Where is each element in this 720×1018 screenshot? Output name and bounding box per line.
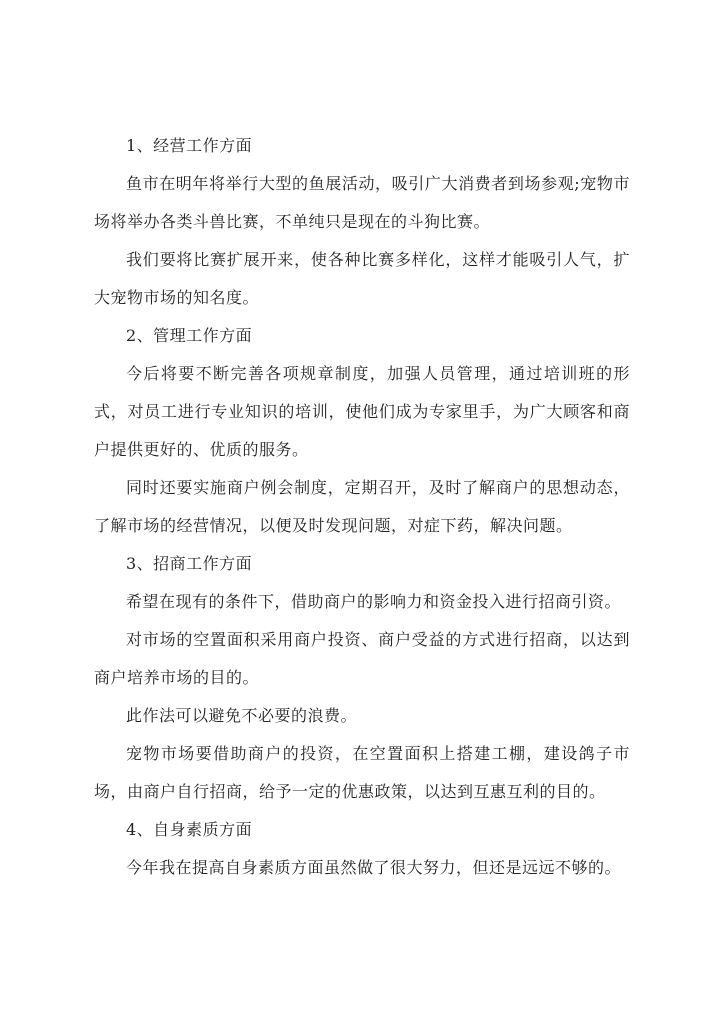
section-heading-management: 2、管理工作方面 xyxy=(126,326,253,345)
paragraph: 对市场的空置面积采用商户投资、商户受益的方式进行招商，以达到商户培养市场的目的。 xyxy=(94,630,630,687)
paragraph: 今后将要不断完善各项规章制度，加强人员管理，通过培训班的形式，对员工进行专业知识的培训，使他们成为专家里手，为广大顾客和商户提供更好的、优质的服务。 xyxy=(94,364,630,459)
paragraph: 鱼市在明年将举行大型的鱼展活动，吸引广大消费者到场参观;宠物市场将举办各类斗兽比赛，不单纯只是现在的斗狗比赛。 xyxy=(94,174,630,231)
document-body xyxy=(94,127,630,887)
paragraph: 希望在现有的条件下，借助商户的影响力和资金投入进行招商引资。 xyxy=(126,592,622,611)
paragraph: 同时还要实施商户例会制度，定期召开，及时了解商户的思想动态，了解市场的经营情况，以便及时发现问题，对症下药，解决问题。 xyxy=(94,478,630,535)
section-heading-operations: 1、经营工作方面 xyxy=(126,136,253,155)
paragraph: 今年我在提高自身素质方面虽然做了很大努力，但还是远远不够的。 xyxy=(126,858,622,877)
section-heading-self-quality: 4、自身素质方面 xyxy=(126,820,253,839)
section-heading-investment: 3、招商工作方面 xyxy=(126,554,253,573)
paragraph: 我们要将比赛扩展开来，使各种比赛多样化，这样才能吸引人气，扩大宠物市场的知名度。 xyxy=(94,250,630,307)
paragraph: 宠物市场要借助商户的投资，在空置面积上搭建工棚，建设鸽子市场，由商户自行招商，给予一定的优惠政策，以达到互惠互利的目的。 xyxy=(94,744,630,801)
paragraph: 此作法可以避免不必要的浪费。 xyxy=(126,706,358,725)
